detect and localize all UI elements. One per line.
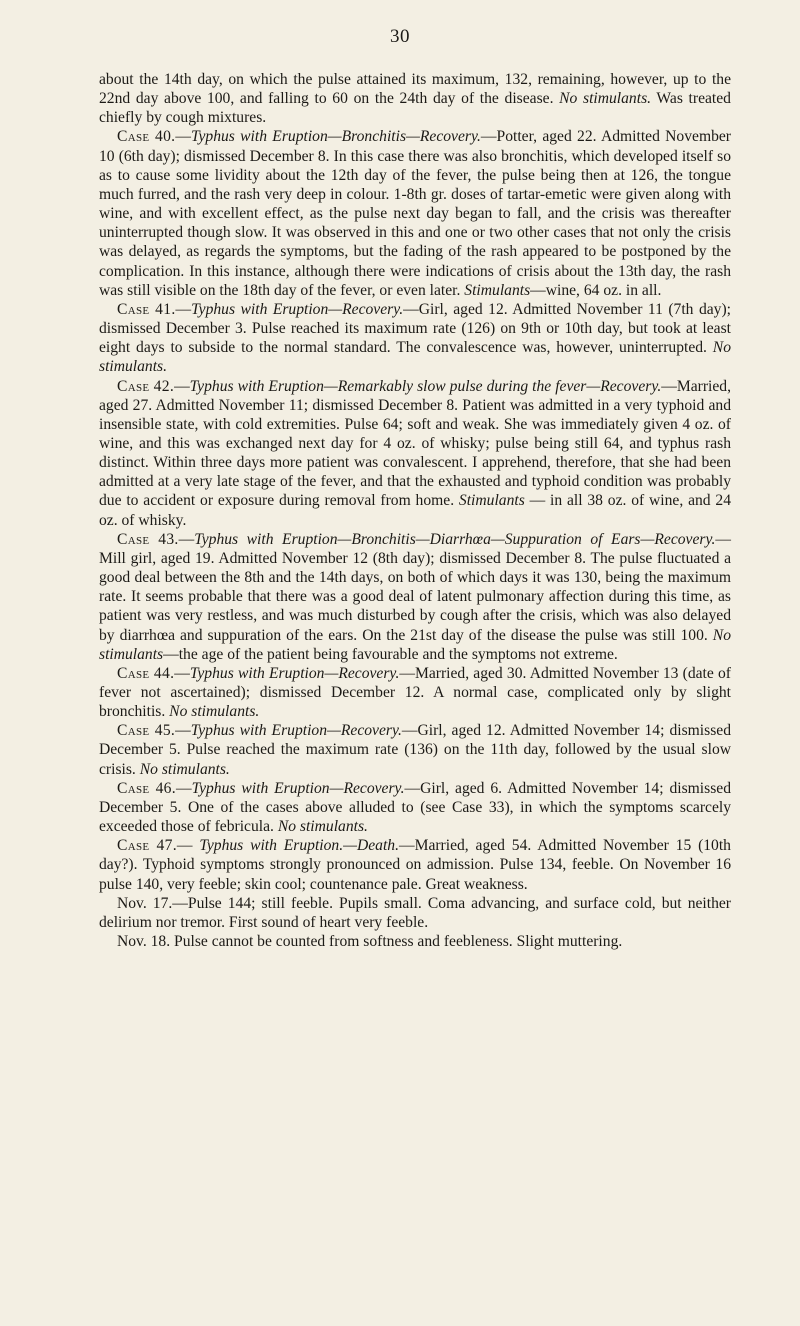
case-paragraph <box>99 779 731 836</box>
text-run: —Girl, aged 12. Admitted November 14; dismissed December 5. Pulse reached the maximum rate (136) on the 11th day, followed by the usual slow crisis. <box>99 722 731 778</box>
text-run: —Mill girl, aged 19. Admitted November 12 (8th day); dismissed December 8. The pulse fluctuated a good deal between the 8th and the 14th days, on both of which days it was 130, being the maximum rate. It seems probable that there was a good deal of latent pulmonary affection during this time, as patient was very restless, and was much disturbed by cough after the crisis, which was also delayed by diarrhœa and suppuration of the ears. On the 21st day of the disease the pulse was still 100. <box>99 530 731 644</box>
text-run: Nov. 18. Pulse cannot be counted from softness and feebleness. Slight muttering. <box>117 933 623 951</box>
text-run: —wine, 64 oz. in all. <box>530 281 662 299</box>
text-run: — <box>176 837 200 855</box>
case-paragraph <box>99 721 731 778</box>
text-run: —the age of the patient being favourable and the symptoms not extreme. <box>163 645 618 663</box>
case-title: Typhus with Eruption.—Death. <box>199 837 399 855</box>
text-run: —Potter, aged 22. Admitted November 10 (6th day); dismissed December 8. In this case there was also bronchitis, which developed itself so as to cause some lividity about the 12th day of the fever, the pulse being then at 126, the tongue much furred, and the rash very deep in colour. 1-8th gr. doses of tartar-emetic were given along with wine, and with excellent effect, as the pulse next day began to fall, and the crisis was thereafter uninterrupted though slow. It was observed in this and one or two other cases that not only the crisis was delayed, as regards the symptoms, but the fading of the rash appeared to be postponed by the complication. In this instance, although there were indications of crisis about the 13th day, the rash was still visible on the 18th day of the fever, or even later. <box>99 128 731 299</box>
text-run-italic: No stimulants. <box>277 818 368 836</box>
case-number: Case 43. <box>117 530 179 548</box>
case-title: Typhus with Eruption—Bronchitis—Recovery. <box>190 128 481 146</box>
text-run-italic: No stimulants <box>99 626 731 663</box>
text-run: about the 14th day, on which the pulse attained its maximum, 132, remaining, however, up to the 22nd day above 100, and falling to 60 on the 24th day of the disease. <box>99 71 731 108</box>
case-title: Typhus with Eruption—Recovery. <box>190 722 402 740</box>
case-number: Case 42. <box>117 377 175 395</box>
case-paragraph <box>99 836 731 893</box>
case-paragraph <box>99 664 731 721</box>
text-run: —Married, aged 54. Admitted November 15 (10th day?). Typhoid symptoms strongly pronounced on admission. Pulse 134, feeble. On November 16 pulse 140, very feeble; skin cool; countenance pale. Great weakness. <box>99 837 731 893</box>
text-run: — <box>175 779 192 797</box>
text-run: —Married, aged 30. Admitted November 13 (date of fever not ascertained); dismissed December 12. A normal case, complicated only by slight bronchitis. <box>99 664 731 721</box>
text-run: —Married, aged 27. Admitted November 11; dismissed December 8. Patient was admitted in a very typhoid and insensible state, with cold extremities. Pulse 64; soft and weak. She was immediately given 4 oz. of wine, and this was exchanged next day for 4 oz. of whisky; pulse being still 64, and typhus rash distinct. Within three days more patient was convalescent. I apprehend, therefore, that she had been admitted at a very late stage of the fever, and that the exhausted and typhoid condition was probably due to accident or exposure during removal from home. <box>99 377 731 510</box>
case-number: Case 40. <box>117 128 176 146</box>
case-title: Typhus with Eruption—Remarkably slow pulse during the fever—Recovery. <box>189 377 662 395</box>
case-paragraph <box>99 300 731 377</box>
case-title: Typhus with Eruption—Recovery. <box>189 664 400 682</box>
case-number: Case 45. <box>117 722 176 740</box>
case-number: Case 41. <box>117 300 176 318</box>
text-run-italic: No stimulants. <box>139 760 230 778</box>
text-run: —Girl, aged 12. Admitted November 11 (7th day); dismissed December 3. Pulse reached its maximum rate (126) on 9th or 10th day, but took at least eight days to subside to the normal standard. The convalescence was, however, uninterrupted. <box>99 300 731 357</box>
text-run-italic: Stimulants <box>464 281 531 299</box>
case-paragraph <box>99 530 731 664</box>
text-run-italic: No stimulants. <box>99 339 731 376</box>
text-run: —Girl, aged 6. Admitted November 14; dismissed December 5. One of the cases above alluded to (see Case 33), in which the symptoms scarcely exceeded those of febricula. <box>99 779 731 836</box>
case-title: Typhus with Eruption—Recovery. <box>191 779 405 797</box>
text-run: — <box>174 377 190 395</box>
text-run: — <box>174 664 190 682</box>
case-title: Typhus with Eruption—Bronchitis—Diarrhœa—Suppuration of Ears—Recovery. <box>194 530 716 548</box>
text-run-italic: No stimulants. <box>559 90 652 108</box>
page-number: 30 <box>390 26 410 47</box>
text-run: Was treated chiefly by cough mixtures. <box>99 90 731 127</box>
case-number: Case 44. <box>117 664 175 682</box>
daily-note <box>99 894 731 932</box>
paragraph <box>99 70 731 127</box>
daily-note <box>99 932 731 951</box>
case-number: Case 47. <box>117 837 177 855</box>
text-run: — <box>175 128 191 146</box>
text-run: — in all 38 oz. of wine, and 24 oz. of whisky. <box>99 492 731 529</box>
case-paragraph <box>99 127 731 299</box>
case-paragraph <box>99 377 731 530</box>
text-run: — <box>175 722 191 740</box>
text-run: Nov. 17.—Pulse 144; still feeble. Pupils small. Coma advancing, and surface cold, but neither delirium nor tremor. First sound of heart very feeble. <box>99 894 731 931</box>
text-body <box>99 70 731 951</box>
case-title: Typhus with Eruption—Recovery. <box>191 300 404 318</box>
text-run-italic: No stimulants. <box>169 703 260 721</box>
case-number: Case 46. <box>117 779 176 797</box>
text-run-italic: Stimulants <box>458 492 525 510</box>
text-run: — <box>175 300 192 318</box>
text-run: — <box>178 530 195 548</box>
